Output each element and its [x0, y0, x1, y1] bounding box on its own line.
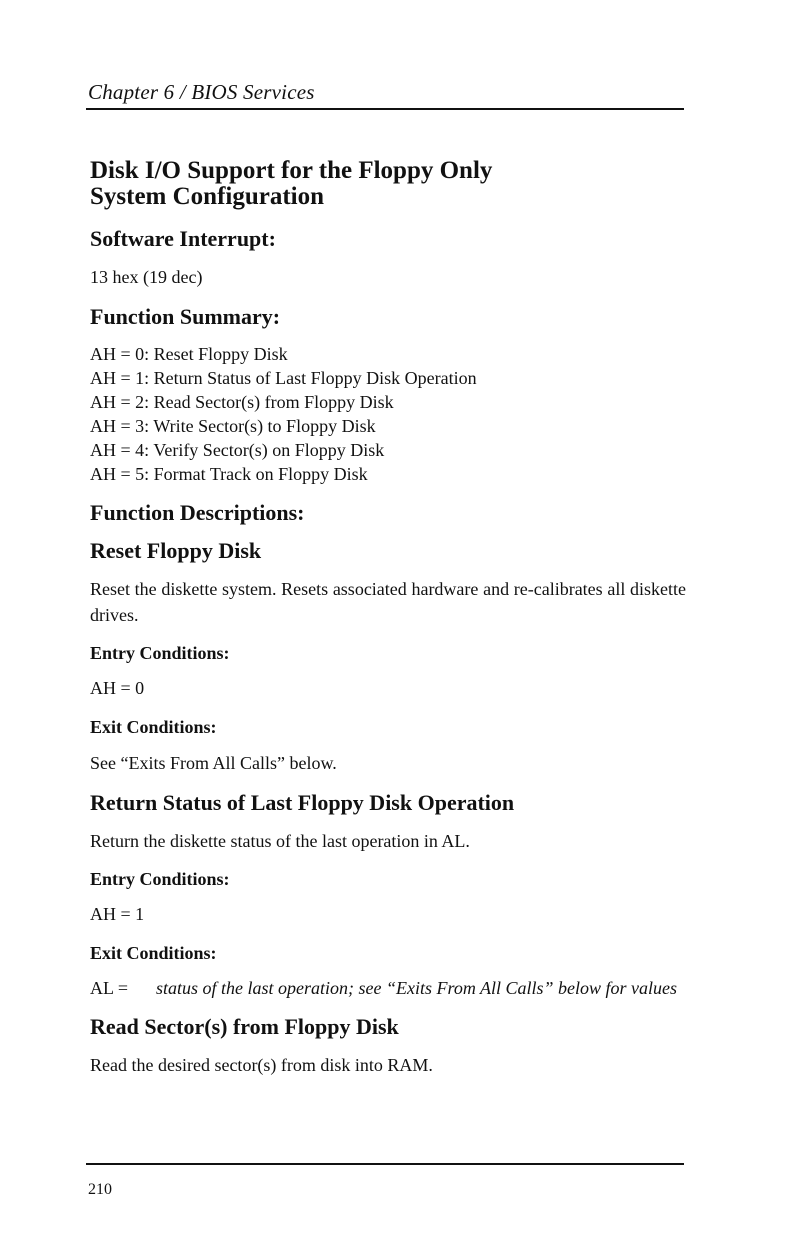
status-description: Return the diskette status of the last operation in AL. — [90, 831, 470, 851]
header-rule — [86, 108, 684, 110]
list-item: AH = 4: Verify Sector(s) on Floppy Disk — [90, 440, 385, 460]
reset-exit-value: See “Exits From All Calls” below. — [90, 753, 337, 773]
read-title: Read Sector(s) from Floppy Disk — [90, 1014, 399, 1039]
function-descriptions-heading: Function Descriptions: — [90, 500, 305, 525]
reset-description: Reset the diskette system. Resets associated hardware and re-calibrates all diskette drives. — [90, 579, 686, 625]
reset-title: Reset Floppy Disk — [90, 538, 262, 563]
function-summary-heading: Function Summary: — [90, 304, 281, 329]
list-item: AH = 0: Reset Floppy Disk — [90, 344, 288, 364]
status-exit-heading: Exit Conditions: — [90, 943, 217, 963]
section-title — [90, 158, 686, 210]
page-number: 210 — [88, 1181, 112, 1198]
reset-entry-value: AH = 0 — [90, 678, 145, 698]
section-title-line-2: System Configuration — [90, 183, 325, 210]
list-item: AH = 1: Return Status of Last Floppy Disk Operation — [90, 368, 477, 388]
software-interrupt-heading: Software Interrupt: — [90, 226, 276, 251]
status-entry-value: AH = 1 — [90, 904, 145, 924]
footer-rule — [86, 1163, 684, 1165]
section-title-line-1: Disk I/O Support for the Floppy Only — [90, 157, 493, 184]
reset-entry-heading: Entry Conditions: — [90, 643, 230, 663]
status-exit-description: status of the last operation; see “Exits From All Calls” below for values — [156, 978, 677, 998]
list-item: AH = 3: Write Sector(s) to Floppy Disk — [90, 416, 376, 436]
page-content — [90, 158, 686, 1092]
reset-exit-heading: Exit Conditions: — [90, 717, 217, 737]
status-entry-heading: Entry Conditions: — [90, 869, 230, 889]
function-summary-list — [90, 342, 686, 486]
list-item: AH = 2: Read Sector(s) from Floppy Disk — [90, 392, 394, 412]
list-item: AH = 5: Format Track on Floppy Disk — [90, 464, 368, 484]
status-exit-row — [90, 976, 686, 1000]
status-title: Return Status of Last Floppy Disk Operation — [90, 790, 515, 815]
software-interrupt-value: 13 hex (19 dec) — [90, 267, 203, 287]
status-exit-register: AL = — [90, 978, 128, 998]
read-description: Read the desired sector(s) from disk into RAM. — [90, 1055, 433, 1075]
running-head: Chapter 6 / BIOS Services — [88, 80, 315, 104]
